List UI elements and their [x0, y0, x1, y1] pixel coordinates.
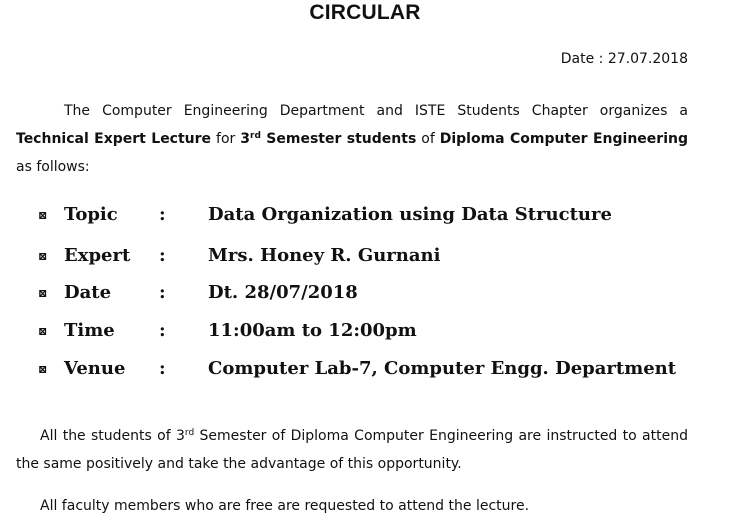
- circular-date: Date : 27.07.2018: [560, 51, 688, 67]
- detail-colon: :: [159, 282, 166, 303]
- detail-label: Time: [64, 320, 115, 341]
- intro-text: The Computer Engineering Department and ISTE Students Chapter organizes a: [64, 103, 688, 119]
- semester-number: 3: [240, 131, 250, 147]
- detail-value: Dt. 28/07/2018: [208, 282, 358, 303]
- cross-box-bullet-icon: ⊠: [38, 250, 48, 263]
- detail-colon: :: [159, 358, 166, 379]
- intro-text: of: [416, 131, 440, 147]
- intro-paragraph: [16, 97, 688, 181]
- instruction-text: Semester of Diploma Computer Engineering are instructed to attend the same positively and take the advantage of this opportunity.: [16, 428, 688, 472]
- semester-ordinal: rd: [250, 131, 261, 141]
- detail-colon: :: [159, 320, 166, 341]
- cross-box-bullet-icon: ⊠: [38, 209, 48, 222]
- circular-title: CIRCULAR: [309, 1, 421, 24]
- cross-box-bullet-icon: ⊠: [38, 325, 48, 338]
- detail-label: Venue: [64, 358, 126, 379]
- intro-bold-semester: [240, 131, 416, 147]
- intro-bold-diploma: Diploma Computer Engineering: [439, 131, 688, 147]
- detail-value: 11:00am to 12:00pm: [208, 320, 417, 341]
- intro-bold-lecture: Technical Expert Lecture: [16, 131, 212, 147]
- instruction-text: All the students of 3: [40, 428, 185, 444]
- detail-value: Data Organization using Data Structure: [208, 204, 612, 225]
- instruction-paragraph: [16, 422, 688, 478]
- detail-label: Topic: [64, 204, 118, 225]
- cross-box-bullet-icon: ⊠: [38, 287, 48, 300]
- detail-label: Expert: [64, 245, 131, 266]
- semester-text: Semester students: [260, 131, 417, 147]
- faculty-note: All faculty members who are free are requested to attend the lecture.: [40, 498, 530, 514]
- detail-value: Computer Lab-7, Computer Engg. Department: [208, 358, 677, 379]
- detail-value: Mrs. Honey R. Gurnani: [208, 245, 441, 266]
- detail-label: Date: [64, 282, 112, 303]
- instruction-ordinal: rd: [184, 428, 195, 438]
- detail-colon: :: [159, 245, 166, 266]
- intro-text: as follows:: [16, 159, 90, 175]
- cross-box-bullet-icon: ⊠: [38, 363, 48, 376]
- intro-text: for: [211, 131, 241, 147]
- detail-colon: :: [159, 204, 166, 225]
